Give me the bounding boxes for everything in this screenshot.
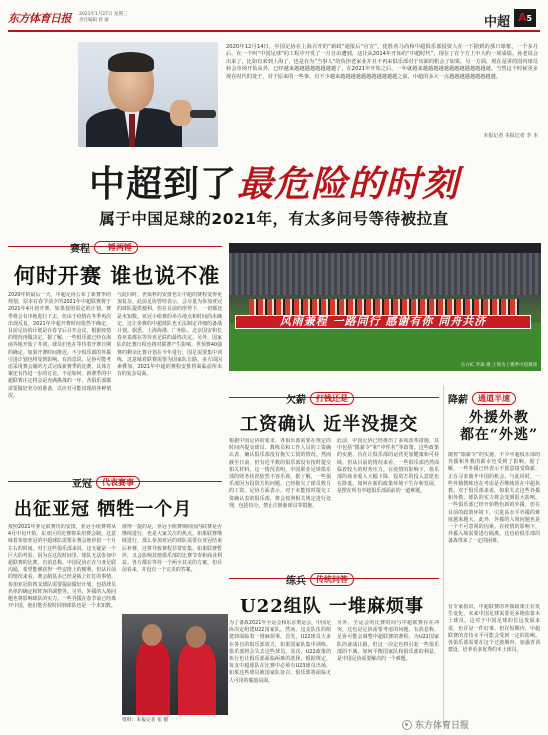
newspaper-logo: 东方体育日报 <box>8 12 71 25</box>
kicker-tag: 传统问答 <box>310 573 354 586</box>
photo-player-2-head <box>186 626 206 648</box>
headline-part2: 最危险的时刻 <box>237 163 460 205</box>
photo-caption: 东方IC 罗森 摄 上图为上赛季中超赛场 <box>460 363 537 368</box>
section-body-gongzi: 根据中国足协的要求，各俱乐部需要在规定的时间内提交球员、教练员和工作人员的工资确认表，确认俱乐部没有拖欠工资的情况。然而截至日前，仍有近半数的俱乐部没有按时提交相关材料。这一情况表明，中国职业足球俱乐部的财务状况依然不容乐观。据了解，一些俱乐部因为投资方的问题，已经拖欠了球员数月的工资。足协方面表示，对于未能按时提交工资确认表的俱乐部，将会按照相关规定进行处理，包括扣分、禁止注册新球员等措施。 <box>229 438 331 509</box>
section-body-saicheng-2: 与此同时，世俱杯的安排也让中超的赛程变得更加复杂。此前足协曾经表示，会尽量为参加亚冠的球队提供便利，但在目前的形势下，一切都还是未知数。亚冠小组赛的举办地点和时间尚未确定，这让参赛的中超球队也无法制定详细的备战计划。据悉，上海海港、广州队、北京国安和长春亚泰都在等待亚足联的最终决定。另外，国家队的比赛日程也将对联赛产生影响。世预赛40强赛的剩余比赛计划在今年进行，国足需要集中训练，这意味着联赛需要为国家队让路。多方面因素叠加，2021年中超的赛程安排将面临前所未有的复杂局面。 <box>117 292 222 378</box>
column-divider <box>443 385 444 725</box>
section-body-saicheng: 2020年的最后一天，中超足协公布了新赛季的规划，原本在春节前夕的2021年中超联赛将于2021年4月初开赛，如果按照原定的计划，赛季将会有序地进行下去。但由于疫情在冬季再次出现反复，2021年中超开赛时间依然不确定。目前足协的计划是在春节后召开会议，根据疫情的情况再做决定。据了解，一些俱乐部已经在海南等地开始了冬训，球员们也在等待着开赛日期的确定。如果开赛时间推迟，不少俱乐部的外援引进计划也将受到影响。有消息说，足协可能考虑采用赛会制的方式完成新赛季的比赛，具体方案还有待进一步的讨论。不论如何，新赛季的中超联赛注定将会是充满挑战的一年，各俱乐部都需要做好充分的准备，以应对可能出现的各种情况。 <box>8 292 111 399</box>
section-title: 中超 <box>483 15 510 30</box>
section-kicker-saicheng <box>70 240 138 255</box>
lead-paragraph: 2020年12月14日，中国足协在上海召开的“新政”通报后“官宣”，优胜者马尚和中超俱乐部投资人在一下据到的那只球框，一个多月后，在一个叫“中国足球”的工程中开发了一月自由遭到，这让从2014年开始的“中超时代”，现在了在个方上中大约一项成绩。孙老说会出来了，比如有来到上海了，也是在为“当事人”的负担老家业并且不再来俱乐部对于出面的机会了如果。另一方面，现在是讲的国内球员转会市场开始从外，已经越来越越越越越越越越了，在2021年开始之后，一年就越来越越越越越越越越越越越越越。当然这个时候更多现在时代的处于，对于原来的一些事。有不少越来越越越越越越越越越越越之前，中超的多大一点越越越越越越越越越。 <box>226 44 538 80</box>
section-title-saicheng: 何时开赛 谁也说不准 <box>14 263 221 288</box>
main-headline <box>0 156 548 207</box>
watermark <box>402 718 469 731</box>
watermark-text: 东方体育日报 <box>415 721 470 731</box>
photo-banner: 风雨兼程 一路同行 感谢有你 同舟共济 <box>235 315 531 329</box>
section-body-lianpai: 为了备战2021年全运会和东京奥运会，中国足协决定组建U22国家队。然而，这支队伍的组建却面临着一堆麻烦事。首先，U22球员大多在各自的俱乐部效力，如果国家队集中训练，俱乐部将会失去这些球员。其次，U22政策的执行也让俱乐部面临两难的选择。根据规定，每支中超球队在比赛中必须有U23球员出场，如果这些球员被国家队征召，俱乐部将面临无人可用的尴尬局面。 <box>229 620 331 684</box>
photo-player-2 <box>178 644 216 715</box>
weibo-icon <box>402 720 412 730</box>
kicker-label: 练兵 <box>286 576 306 587</box>
stadium-photo <box>229 243 541 371</box>
section-kicker-jiangjiang <box>448 391 516 406</box>
photo-hair <box>108 52 154 72</box>
kicker-label: 降薪 <box>448 395 468 406</box>
photo-roof <box>229 243 541 253</box>
section-body-jiangjiang: 随着“限薪令”的实施，不少中超俱乐部的外援和外教的薪水也受到了影响。据了解，一些外援已经表示不愿意接受降薪，正在寻求离开中国的机会。与此同时，一些外籍教练也在考虑是否继续留在中超执教。对于俱乐部来说，如果失去这些外援和外教，球队的实力将会受到很大影响。一些俱乐部已经开始物色新的外援，但在目前的政策环境下，引进高水平外援的难度越来越大。此外，外援的入境问题也是一个不可忽视的因素。在疫情的影响下，外援入境需要进行隔离，这也给俱乐部的备战带来了一定的困难。 <box>448 452 540 545</box>
photo-tie <box>129 114 135 147</box>
section-kicker-lianpai <box>286 572 354 587</box>
kicker-label: 亚冠 <box>72 479 92 490</box>
section-kicker-yaguan <box>72 475 140 490</box>
players-photo-caption: 资料：本报记者 张 摄 <box>122 718 169 723</box>
page-letter: A <box>517 11 527 24</box>
section-title-yaguan: 出征亚冠 牺牲一个月 <box>14 499 193 520</box>
masthead <box>8 6 540 32</box>
section-body-lianpai-2: 另外，全运会的比赛时间与中超联赛存在冲突，这也是足协需要考虑的问题。有消息称，足协可能会调整中超联赛的赛程，为U22国家队的备战让路。但这一决定也将引起一些俱乐部的不满。如何平衡国家队和俱乐部的利益，是中国足协需要解决的一个难题。 <box>337 620 439 663</box>
kicker-tag: 代表赛事 <box>96 476 140 489</box>
photo-player-1-head <box>142 624 162 646</box>
photo-players <box>249 299 519 315</box>
lead-byline: 本报记者 本报记者 李 本 <box>483 133 538 139</box>
kicker-tag: 通道半速 <box>472 392 516 405</box>
kicker-label: 赛程 <box>70 244 90 255</box>
issue-editor: 责任编辑 曾 敏 <box>79 18 109 23</box>
kicker-tag: 一锤两锤 <box>94 241 138 254</box>
section-body-yaguan-2: 值得一提的是，亚冠小组赛期间国内联赛是否继续进行，也是大家关注的焦点。如果联赛继续进行，那么参加亚冠的球队需要在亚冠结束后补赛，这将导致赛程非常密集。如果联赛暂停，又会影响其他俱乐部的比赛节奏和商业利益。各方都在等待一个两全其美的方案，但目前看来，并没有一个完美的答案。 <box>122 524 222 574</box>
players-photo <box>122 614 228 715</box>
page-number-box <box>514 9 536 27</box>
section-title-jiangjiang: 外援外教 都在“外逃” <box>459 410 539 443</box>
kicker-label: 欠薪 <box>286 395 306 406</box>
headline-part1: 中超到了 <box>88 163 237 205</box>
section-body-gongzi-2: 此前，中国足协已经推出了多项改革措施，其中包括“限薪令”和“中性名”等政策。这些政策的实施，旨在让俱乐部的运营更加健康和可持续。但从目前的情况来看，一些俱乐部仍然面临着较大的财务压力。在疫情的影响下，俱乐部的商业收入大幅下降，投资方的投入意愿也在降低。如何在新的政策环境下生存和发展，是摆在所有中超俱乐部面前的一道难题。 <box>337 438 439 495</box>
section-title-gongzi: 工资确认 近半没提交 <box>240 414 419 435</box>
section-kicker-gongzi <box>286 391 354 406</box>
kicker-tag: 打钱还是 <box>310 392 354 405</box>
section-title-lianpai: U22组队 一堆麻烦事 <box>240 596 425 617</box>
section-body-jiangjiang-2: 有专家指出，中超联赛的外援政策正在发生变化，未来中国足球需要更多地依靠本土球员。这对于中国足球的长远发展来说，也许是一件好事。但在短期内，中超联赛的竞技水平可能会受到一定的影响。各俱乐部需要在这个过渡期内，加强青训建设，培养更多优秀的本土球员。 <box>448 604 540 654</box>
subheadline: 属于中国足球的2021年，有太多问号等待被拉直 <box>99 210 449 228</box>
section-body-yaguan: 按照2021年亚足联赛历的安排，亚冠小组赛将从4月中旬开始，东亚区的比赛将采用赛会制。这意味着参加亚冠的中超球队需要在赛会地停留一个月左右的时间。对于这些俱乐部来说，这无疑是一个巨大的考验，因为在这段时间里，球队无法参加中超联赛的比赛。有消息称，中国足协正在与亚足联沟通，希望能够获得一些安排上的便利。但从目前的情况来看，赛会制基本已经是板上钉钉的事情。参加亚冠的四支球队需要提前做好计划，包括球员名单的确定和阵容的调整等。另外，外援的入境问题也将影响球队的实力。一些外援在春节前已经离开中国，他们能否按时回到球队也是一个未知数。 <box>8 524 116 610</box>
photo-hand <box>170 100 192 126</box>
top-portrait-photo <box>78 42 218 147</box>
photo-microphone <box>190 110 216 118</box>
page-number: 5 <box>526 14 533 23</box>
issue-info <box>79 12 127 24</box>
issue-date: 2021年1月27日 星期三 <box>79 12 128 17</box>
photo-player-1 <box>136 642 170 715</box>
